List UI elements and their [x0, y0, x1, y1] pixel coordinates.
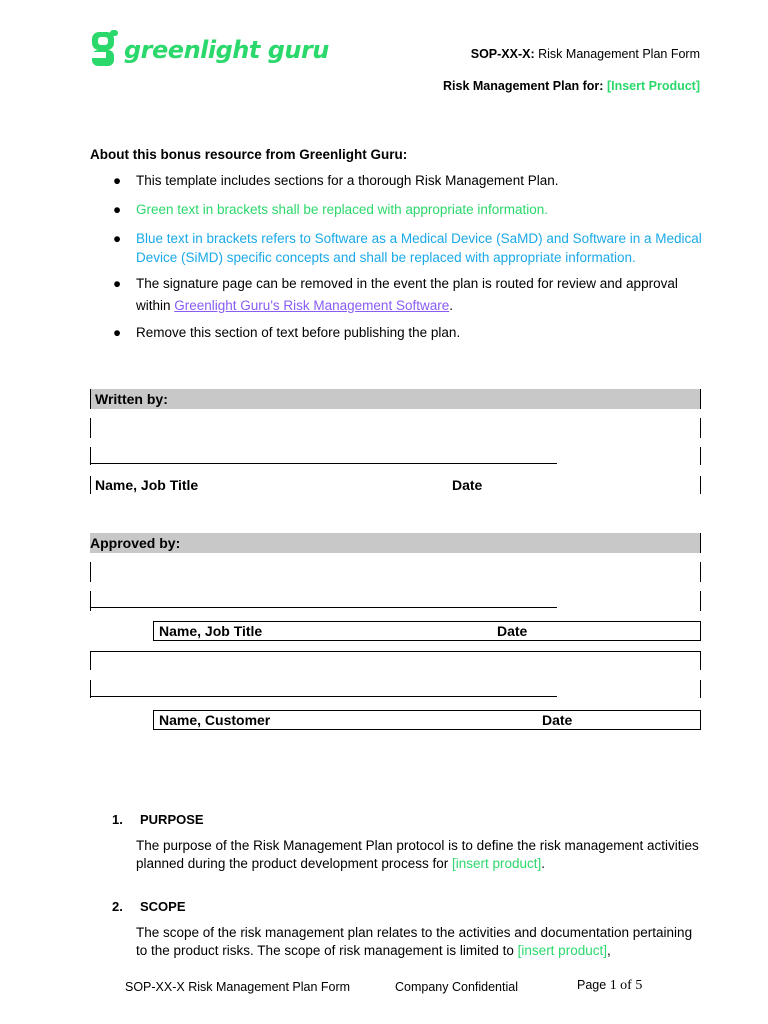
plan-for [443, 79, 700, 93]
bullet-icon: ● [113, 231, 122, 246]
section-title-scope: SCOPE [140, 899, 186, 914]
list-item [113, 229, 703, 267]
page-total: 5 [635, 978, 643, 993]
footer-confidential: Company Confidential [395, 980, 518, 994]
divider [700, 533, 701, 553]
plan-for-value: [Insert Product] [606, 79, 700, 93]
footer-form: SOP-XX-X Risk Management Plan Form [125, 980, 351, 994]
doc-title [471, 47, 700, 61]
date-label: Date [542, 712, 573, 728]
page-label: Page [577, 978, 607, 992]
doc-id: SOP-XX-X: [470, 47, 535, 61]
bullet-icon: ● [113, 276, 122, 291]
about-bullets [113, 171, 703, 348]
divider [700, 389, 701, 409]
footer-page [577, 978, 642, 994]
divider [700, 591, 701, 611]
list-item [113, 171, 703, 190]
date-label: Date [497, 623, 528, 639]
written-by-label: Written by: [95, 391, 168, 407]
bullet-text: Green text in brackets shall be replaced with appropriate information. [136, 202, 548, 217]
divider [90, 591, 91, 611]
list-item [113, 273, 703, 317]
divider [700, 476, 701, 494]
para-text-end: , [606, 943, 611, 958]
section-number: 2. [112, 899, 123, 914]
name-job-title-label: Name, Job Title [159, 623, 263, 639]
scope-text [136, 924, 706, 960]
divider [700, 418, 701, 438]
signature-line[interactable] [91, 607, 557, 608]
signature-box[interactable] [90, 651, 701, 670]
para-text: The purpose of the Risk Management Plan protocol is to define the risk management activities planned during the product development process for [136, 838, 699, 871]
about-title: About this bonus resource from Greenlight Guru: [90, 147, 408, 162]
divider [90, 476, 91, 494]
approver-1-row [153, 621, 701, 641]
approved-by-header [90, 533, 701, 553]
bullet-icon: ● [113, 202, 122, 217]
doc-title-text: Risk Management Plan Form [538, 47, 700, 61]
signature-line[interactable] [91, 696, 557, 697]
date-label: Date [452, 477, 483, 493]
risk-software-link[interactable]: Greenlight Guru's Risk Management Software [174, 298, 450, 313]
name-job-title-label: Name, Job Title [95, 477, 199, 493]
divider [700, 562, 701, 582]
bullet-text: The signature page can be removed in the event the plan is routed for review and approval within [136, 276, 678, 313]
para-text: The scope of the risk management plan relates to the activities and documentation pertaining to the product risks. The scope of risk management is limited to [136, 925, 693, 958]
divider [700, 680, 701, 698]
written-by-header [90, 389, 701, 409]
customer-row [153, 710, 701, 730]
divider [700, 447, 701, 465]
divider [90, 418, 91, 438]
bullet-icon: ● [113, 173, 122, 188]
name-customer-label: Name, Customer [159, 712, 271, 728]
placeholder-text: [insert product] [517, 943, 607, 958]
placeholder-text: [insert product] [451, 856, 542, 871]
section-title-purpose: PURPOSE [140, 812, 204, 827]
divider [90, 562, 91, 582]
approved-by-label: Approved by: [90, 535, 181, 551]
signature-line[interactable] [91, 463, 557, 464]
brand-logo [90, 30, 329, 70]
section-number: 1. [112, 812, 123, 827]
of-label: of [620, 978, 632, 993]
list-item [113, 323, 703, 342]
bullet-text: This template includes sections for a thorough Risk Management Plan. [136, 173, 559, 188]
plan-for-label: Risk Management Plan for: [443, 79, 604, 93]
purpose-text [136, 837, 706, 873]
list-item [113, 200, 703, 219]
brand-name: greenlight guru [124, 36, 329, 64]
para-text-end: . [541, 856, 546, 871]
page-number: 1 [609, 978, 617, 993]
bullet-text: Remove this section of text before publishing the plan. [136, 325, 461, 340]
greenlight-logo-icon [90, 30, 120, 70]
bullet-text: Blue text in brackets refers to Software as a Medical Device (SaMD) and Software in a Medical Device (SiMD) specific concepts and shall be replaced with appropriate information. [136, 231, 702, 265]
bullet-text-end: . [449, 298, 453, 313]
bullet-icon: ● [113, 325, 122, 340]
